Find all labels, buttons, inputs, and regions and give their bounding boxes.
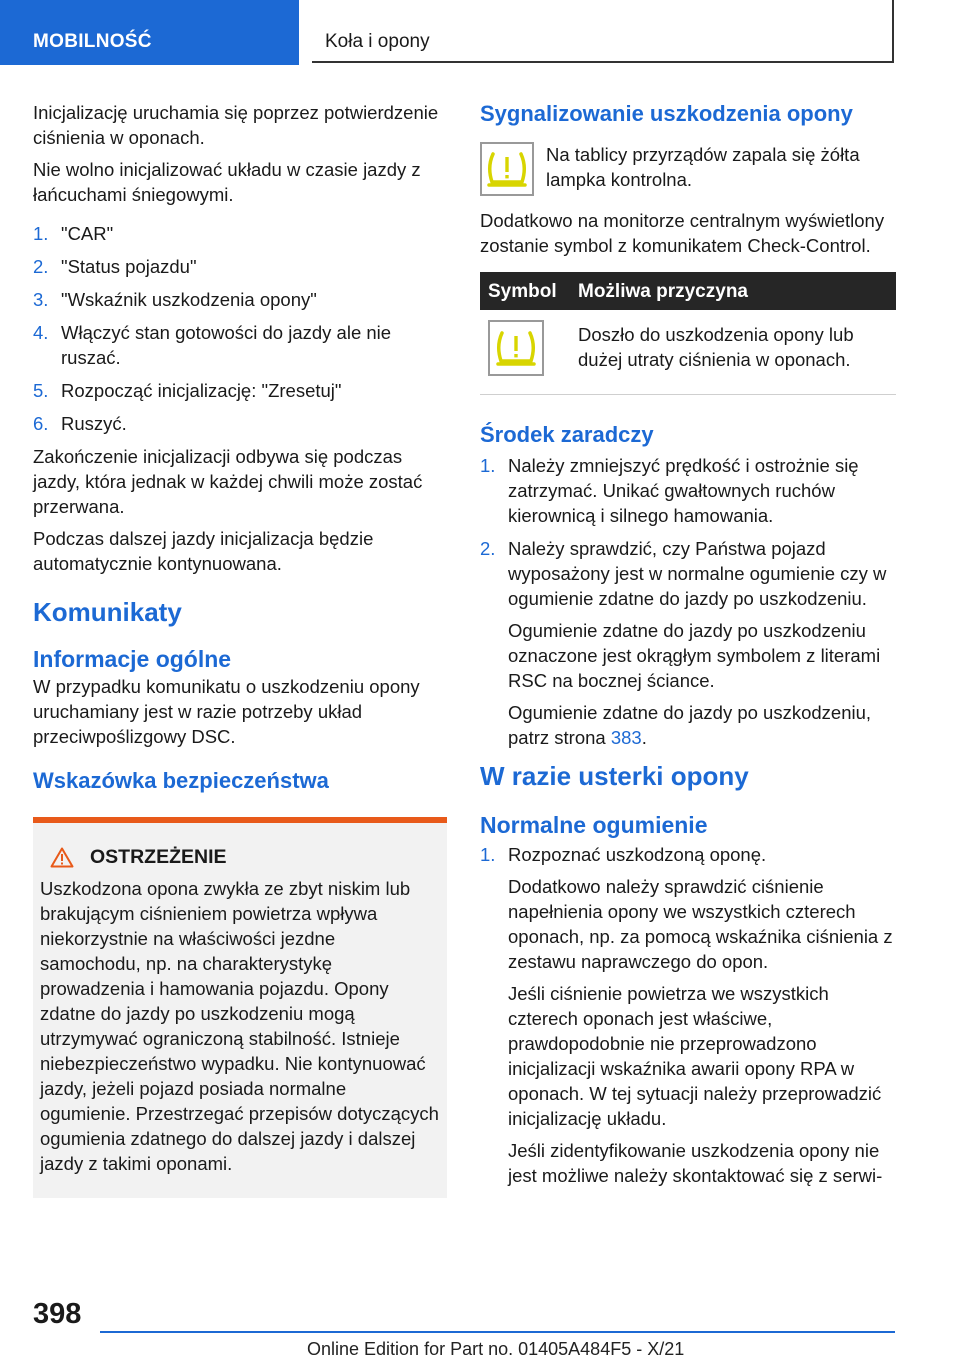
- list-text: Ogumienie zdatne do jazdy po uszkodzeniu oznaczone jest okrągłym symbolem z literami RSC na bocznej ściance.: [508, 620, 881, 691]
- tire-pressure-warning-icon: [480, 142, 534, 196]
- list-number: 3.: [33, 289, 49, 310]
- table-cell-symbol: [480, 310, 570, 395]
- warning-box: [33, 817, 447, 1198]
- heading-sygnalizowanie: Sygnalizowanie uszkodzenia opony: [480, 101, 853, 126]
- warning-text: Uszkodzona opona zwykła ze zbyt niskim lub brakującym ciśnieniem powietrza wpływa niekorzystnie na właściwości jezdne samochodu, np. na charakterystykę prowadzenia i hamowania pojazdu. Opony zdatne do jazdy po uszkodzeniu mogą utrzymywać ograniczoną stabilność. Istnieje niebezpieczeństwo wypadku. Nie kontynuować jazdy, jeżeli pojazd posiada normalne ogumienie. Przestrzegać przepisów dotyczących ogumienia zdatnego do dalszej jazdy i dalszej jazdy z takimi oponami.: [40, 878, 439, 1174]
- table-header-cause: Możliwa przyczyna: [570, 272, 896, 310]
- list-text: "Status pojazdu": [61, 256, 197, 277]
- list-number: 4.: [33, 322, 49, 343]
- heading-normalne: Normalne ogumienie: [480, 812, 708, 838]
- list-item: [33, 411, 447, 436]
- table-cell-cause: Doszło do uszkodzenia opony lub dużej utraty ciśnienia w oponach.: [570, 310, 896, 395]
- table-header-symbol: Symbol: [480, 272, 570, 310]
- page-number: 398: [33, 1298, 82, 1330]
- chapter-header: [312, 0, 894, 63]
- ref-end: .: [641, 727, 647, 748]
- normal-tire-list: [480, 842, 896, 1188]
- list-item: [480, 536, 896, 750]
- list-text: Ruszyć.: [61, 413, 127, 434]
- list-number: 1.: [33, 223, 49, 244]
- right-column: [480, 100, 896, 1196]
- list-text: "Wskaźnik uszkodzenia opony": [61, 289, 317, 310]
- paragraph: Inicjalizację uruchamia się poprzez potwierdzenie ciśnienia w oponach.: [33, 102, 439, 148]
- list-text: Włączyć stan gotowości do jazdy ale nie ruszać.: [61, 322, 392, 368]
- warning-triangle-icon: [50, 847, 74, 868]
- ref-text: Ogumienie zdatne do jazdy po uszkodzeniu, patrz strona: [508, 702, 872, 748]
- paragraph: Podczas dalszej jazdy inicjalizacja będzie automatycznie kontynuowana.: [33, 528, 374, 574]
- tire-pressure-warning-icon: [488, 320, 544, 376]
- list-text: [508, 700, 896, 750]
- list-item: [480, 842, 896, 1188]
- heading-informacje: Informacje ogólne: [33, 646, 232, 672]
- heading-komunikaty: Komunikaty: [33, 597, 182, 627]
- list-text: Jeśli ciśnienie powietrza we wszystkich czterech oponach jest właściwe, prawdopodobnie nie przeprowadzono inicjalizacji wskaźnika awarii opony RPA w oponach. W tej sytuacji należy przeprowadzić inicjalizację układu.: [508, 983, 882, 1129]
- paragraph: Zakończenie inicjalizacji odbywa się podczas jazdy, która jednak w każdej chwili może zostać przerwana.: [33, 446, 423, 517]
- list-number: 2.: [33, 256, 49, 277]
- footer-edition: Online Edition for Part no. 01405A484F5 - X/21: [307, 1339, 685, 1359]
- steps-list: [33, 221, 447, 436]
- list-text: Jeśli zidentyfikowanie uszkodzenia opony nie jest możliwe należy skontaktować się z serwi-: [508, 1140, 883, 1186]
- list-text: Należy zmniejszyć prędkość i ostrożnie się zatrzymać. Unikać gwałtownych ruchów kierownicą i silnego hamowania.: [508, 455, 859, 526]
- table-row: [480, 310, 896, 395]
- lamp-text: Na tablicy przyrządów zapala się żółta lampka kontrolna.: [546, 144, 860, 190]
- list-text: Dodatkowo należy sprawdzić ciśnienie napełnienia opony we wszystkich czterech oponach, np. za pomocą wskaźnika ciśnienia z zestawu naprawczego do opon.: [508, 876, 893, 972]
- remedy-list: [480, 453, 896, 750]
- list-number: 2.: [480, 538, 496, 559]
- section-tab: [0, 0, 299, 65]
- warning-title: [40, 845, 439, 870]
- table-header: [480, 272, 896, 310]
- list-text: Należy sprawdzić, czy Państwa pojazd wyposażony jest w normalne ogumienie czy w ogumienie zdatne do jazdy po uszkodzeniu.: [508, 538, 887, 609]
- list-item: [33, 287, 447, 312]
- warning-label: OSTRZEŻENIE: [90, 846, 227, 868]
- list-number: 6.: [33, 413, 49, 434]
- list-number: 1.: [480, 455, 496, 476]
- heading-srodek: Środek zaradczy: [480, 422, 654, 447]
- list-number: 5.: [33, 380, 49, 401]
- list-text: Rozpoznać uszkodzoną oponę.: [508, 844, 767, 865]
- heading-wskazowka: Wskazówka bezpieczeństwa: [33, 768, 329, 793]
- lamp-row: [480, 142, 896, 196]
- list-item: [33, 378, 447, 403]
- paragraph: Dodatkowo na monitorze centralnym wyświetlony zostanie symbol z komunikatem Check-Control.: [480, 210, 885, 256]
- page-link[interactable]: 383: [610, 727, 642, 748]
- list-item: [33, 254, 447, 279]
- left-column: [33, 100, 447, 1198]
- list-text: Rozpocząć inicjalizację: "Zresetuj": [61, 380, 342, 401]
- heading-usterka: W razie usterki opony: [480, 761, 749, 791]
- list-item: [33, 320, 447, 370]
- symbol-table: [480, 272, 896, 395]
- paragraph: Nie wolno inicjalizować układu w czasie jazdy z łańcuchami śniegowymi.: [33, 159, 421, 205]
- chapter-title: Koła i opony: [325, 31, 430, 52]
- footer-divider: [100, 1331, 895, 1333]
- list-text: "CAR": [61, 223, 114, 244]
- paragraph: W przypadku komunikatu o uszkodzeniu opony uruchamiany jest w razie potrzeby układ przeciwpoślizgowy DSC.: [33, 676, 420, 747]
- list-item: [480, 453, 896, 528]
- section-title: MOBILNOŚĆ: [33, 31, 152, 52]
- list-item: [33, 221, 447, 246]
- list-number: 1.: [480, 844, 496, 865]
